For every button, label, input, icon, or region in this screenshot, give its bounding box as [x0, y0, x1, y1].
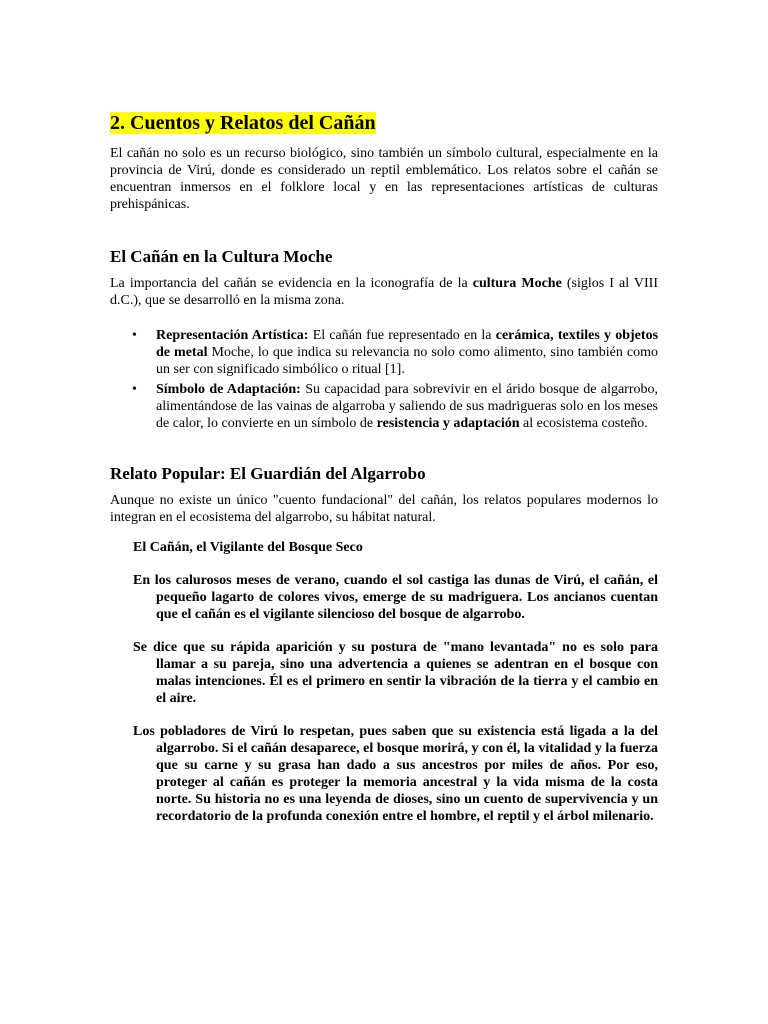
- section-heading-relato: Relato Popular: El Guardián del Algarrobo: [110, 464, 426, 483]
- list-item: [110, 327, 658, 378]
- story-paragraph-text: Se dice que su rápida aparición y su postura de "mano levantada" no es solo para llamar a su pareja, sino una advertencia a quienes se adentran en el bosque con malas intenciones. Él es el primero en sentir la vibración de la tierra y el cambio en el aire.: [133, 640, 658, 706]
- list-item: [110, 381, 658, 432]
- section-heading-moche: El Cañán en la Cultura Moche: [110, 247, 333, 266]
- story-paragraph: [133, 639, 658, 707]
- bullet-text: al ecosistema costeño.: [519, 416, 648, 431]
- document-content: [110, 110, 658, 825]
- bullet-icon: •: [132, 328, 137, 343]
- story-title: El Cañán, el Vigilante del Bosque Seco: [133, 540, 363, 555]
- bullet-lead: Símbolo de Adaptación:: [156, 382, 301, 397]
- story-paragraph-text: En los calurosos meses de verano, cuando el sol castiga las dunas de Virú, el cañán, el pequeño lagarto de colores vivos, emerge de su madriguera. Los ancianos cuentan que el cañán es el vigilante silencioso del bosque de algarrobo.: [133, 573, 658, 622]
- story-paragraph: [133, 572, 658, 623]
- bullet-lead: Representación Artística:: [156, 328, 309, 343]
- moche-bold: cultura Moche: [472, 276, 562, 291]
- bullet-text: El cañán fue representado en la: [308, 328, 496, 343]
- moche-paragraph: [110, 275, 658, 309]
- moche-text-after: (siglos I al VIII d.C.), que se desarrolló en la misma zona.: [110, 276, 658, 308]
- moche-bullet-list: [110, 327, 658, 432]
- relato-intro-paragraph: Aunque no existe un único "cuento fundacional" del cañán, los relatos populares modernos lo integran en el ecosistema del algarrobo, su hábitat natural.: [110, 493, 658, 525]
- page-title: [110, 110, 658, 136]
- bullet-icon: •: [132, 382, 137, 397]
- story-paragraph: [133, 723, 658, 825]
- bullet-bold: cerámica, textiles y objetos de metal: [156, 328, 659, 360]
- bullet-text: Moche, lo que indica su relevancia no solo como alimento, sino también como un ser con significado simbólico o ritual [1].: [156, 345, 658, 377]
- bullet-text: Su capacidad para sobrevivir en el árido bosque de algarrobo, alimentándose de las vainas de algarroba y saliendo de sus madrigueras solo en los meses de calor, lo convierte en un símbolo de: [156, 382, 659, 431]
- intro-paragraph: El cañán no solo es un recurso biológico, sino también un símbolo cultural, especialmente en la provincia de Virú, donde es considerado un reptil emblemático. Los relatos sobre el cañán se encuentran inmersos en el folklore local y en las representaciones artísticas de culturas prehispánicas.: [110, 146, 658, 212]
- story-paragraph-text: Los pobladores de Virú lo respetan, pues saben que su existencia está ligada a la del algarrobo. Si el cañán desaparece, el bosque morirá, y con él, la vitalidad y la fuerza que su carne y su grasa han dado a sus ancestros por miles de años. Por eso, proteger al cañán es proteger la memoria ancestral y la vida misma de la costa norte. Su historia no es una leyenda de dioses, sino un cuento de supervivencia y un recordatorio de la profunda conexión entre el hombre, el reptil y el árbol milenario.: [133, 724, 658, 824]
- moche-text-before: La importancia del cañán se evidencia en la iconografía de la: [110, 276, 473, 291]
- page-title-highlight: 2. Cuentos y Relatos del Cañán: [110, 112, 376, 134]
- bullet-bold: resistencia y adaptación: [376, 416, 520, 431]
